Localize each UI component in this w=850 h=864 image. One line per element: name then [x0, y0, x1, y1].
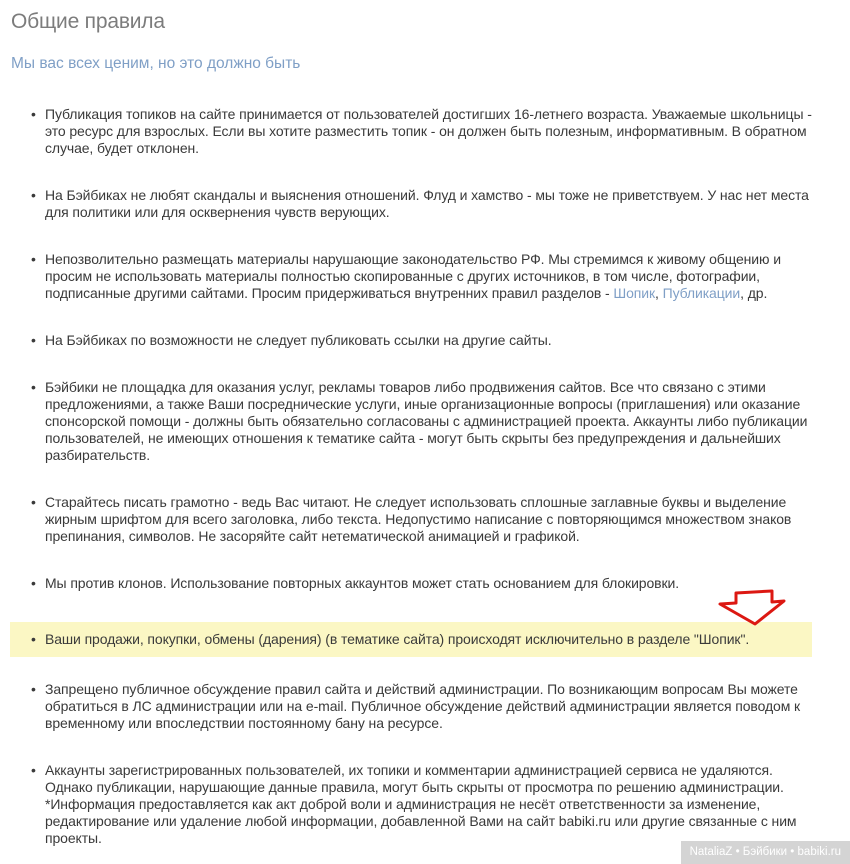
- rule-text: На Бэйбиках не любят скандалы и выяснения отношений. Флуд и хамство - мы тоже не приветствуем. У нас нет места для политики или для осквернения чувств верующих.: [45, 187, 809, 220]
- page-title: Общие правила: [11, 10, 165, 33]
- rule-text: , др.: [740, 285, 768, 301]
- rule-text: На Бэйбиках по возможности не следует публиковать ссылки на другие сайты.: [45, 332, 552, 348]
- rule-item: [10, 494, 840, 545]
- rule-item: [10, 251, 840, 302]
- rule-item: [10, 332, 840, 349]
- rule-text: Запрещено публичное обсуждение правил сайта и действий администрации. По возникающим вопросам Вы можете обратиться в ЛС администрации или на e-mail. Публичное обсуждение действий администрации является поводом к временному или впоследствии постоянному бану на ресурсе.: [45, 681, 801, 731]
- rules-list: [10, 106, 840, 847]
- rule-text: Бэйбики не площадка для оказания услуг, рекламы товаров либо продвижения сайтов. Все что связано с этими предложениями, а также Ваши посреднические услуги, иные организационные вопросы (приглашения) или оказание спонсорской помощи - должны быть обязательно согласованы с администрацией проекта. Аккаунты либо публикации пользователей, не имеющих отношения к тематике сайта - могут быть скрыты без предупреждения и дальнейших разбирательств.: [45, 379, 808, 463]
- rule-text: Аккаунты зарегистрированных пользователей, их топики и комментарии администрацией сервиса не удаляются. Однако публикации, нарушающие данные правила, могут быть скрыты от просмотра по решению администрации. *Информация предоставляется как акт доброй воли и администрация не несёт ответственности за изменение, редактирование или удаление любой информации, добавленной Вами на сайт babiki.ru или другие связанные с ним проекты.: [45, 762, 797, 846]
- rule-item: [10, 106, 840, 157]
- rule-text: Ваши продажи, покупки, обмены (дарения) (в тематике сайта) происходят исключительно в разделе "Шопик".: [45, 631, 750, 647]
- watermark: NataliaZ • Бэйбики • babiki.ru: [681, 841, 850, 864]
- rule-item: [10, 575, 840, 592]
- rule-text: Публикация топиков на сайте принимается от пользователей достигших 16-летнего возраста. Уважаемые школьницы - это ресурс для взрослых. Если вы хотите разместить топик - он должен быть полезным, информативным. В обратном случае, будет отклонен.: [45, 106, 812, 156]
- rule-item: [10, 681, 840, 732]
- inline-link[interactable]: Публикации: [662, 285, 741, 301]
- rule-text: Мы против клонов. Использование повторных аккаунтов может стать основанием для блокировки.: [45, 575, 680, 591]
- rule-item-highlighted: [10, 622, 812, 657]
- rule-text: ,: [655, 285, 663, 301]
- rule-text: Старайтесь писать грамотно - ведь Вас читают. Не следует использовать сплошные заглавные буквы и выделение жирным шрифтом для всего заголовка, либо текста. Недопустимо написание с повторяющимся множеством знаков препинания, символов. Не засоряйте сайт нетематической анимацией и графикой.: [45, 494, 792, 544]
- inline-link[interactable]: Шопик: [613, 285, 656, 301]
- rule-item: [10, 187, 840, 221]
- rule-item: [10, 762, 840, 847]
- rule-text: Непозволительно размещать материалы нарушающие законодательство РФ. Мы стремимся к живому общению и просим не использовать материалы полностью скопированные с других источников, в том числе, фотографии, подписанные другими сайтами. Просим придерживаться внутренних правил разделов -: [45, 251, 781, 301]
- subtitle-link[interactable]: Мы вас всех ценим, но это должно быть: [11, 55, 301, 72]
- down-arrow-icon: [716, 589, 788, 627]
- rule-item: [10, 379, 840, 464]
